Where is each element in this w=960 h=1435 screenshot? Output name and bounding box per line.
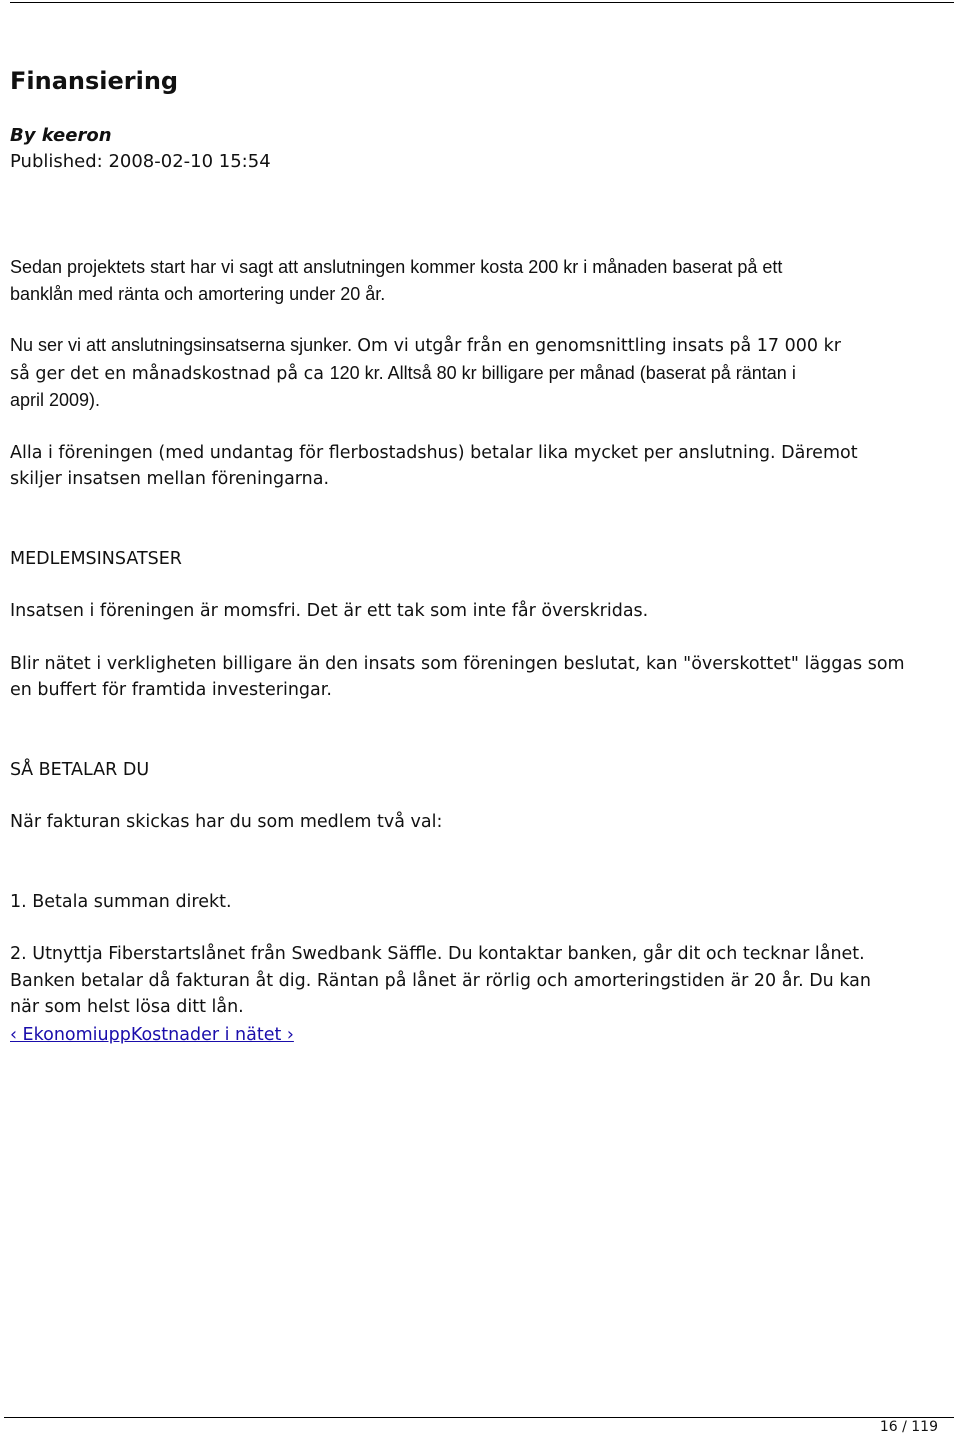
nav-next-link[interactable]: uppKostnader i nätet › [97,1024,294,1045]
page-number: 16 / 119 [879,1419,938,1435]
paragraph-overskott-line2: en buffert för framtida investeringar. [10,680,332,700]
paragraph-foreningen-line1: Alla i föreningen (med undantag för flerbostadshus) betalar lika mycket per anslutning. Däremot [10,442,858,463]
paragraph-insats-line1-a: Nu ser vi att anslutningsinsatserna sjunker. [10,335,358,355]
section-heading-sa-betalar-du: SÅ BETALAR DU [10,759,150,780]
book-navigation [10,1021,960,1049]
bottom-rule [4,1417,954,1418]
published-date: Published: 2008-02-10 15:54 [10,151,271,172]
paragraph-momsfri: Insatsen i föreningen är momsfri. Det är ett tak som inte får överskridas. [10,601,649,621]
payment-option-2-line3: när som helst lösa ditt lån. [10,997,244,1017]
paragraph-insats-line3: april 2009). [10,390,101,410]
paragraph-intro-line1: Sedan projektets start har vi sagt att anslutningen kommer kosta 200 kr i månaden baserat på ett [10,257,783,277]
author-byline: By keeron [10,125,112,146]
nav-prev-link[interactable]: ‹ Ekonomi [10,1024,98,1045]
paragraph-insats-line2 [10,360,960,388]
payment-option-2-line2: Banken betalar då fakturan åt dig. Räntan på lånet är rörlig och amorteringstiden är 20 år. Du kan [10,970,871,991]
section-heading-medlemsinsatser: MEDLEMSINSATSER [10,548,182,569]
paragraph-intro-line2: banklån med ränta och amortering under 20 år. [10,283,386,304]
paragraph-insats-line1 [10,332,960,360]
paragraph-foreningen-line2: skiljer insatsen mellan föreningarna. [10,469,330,489]
top-rule [10,2,954,3]
paragraph-insats-line2-b: 120 kr. Alltså 80 kr billigare per månad (baserat på räntan i [329,362,796,383]
article [10,64,960,1048]
paragraph-insats-line1-b: Om vi utgår från en genomsnittling insats på 17 000 kr [357,336,841,356]
paragraph-insats-line2-a: så ger det en månadskostnad på ca [10,363,330,384]
paragraph-faktura: När fakturan skickas har du som medlem två val: [10,812,443,832]
paragraph-overskott-line1: Blir nätet i verkligheten billigare än den insats som föreningen beslutat, kan "överskottet" läggas som [10,653,905,674]
page-title: Finansiering [10,67,179,95]
payment-option-1: 1. Betala summan direkt. [10,891,232,912]
payment-option-2-line1: 2. Utnyttja Fiberstartslånet från Swedbank Säffle. Du kontaktar banken, går dit och tecknar lånet. [10,944,865,964]
